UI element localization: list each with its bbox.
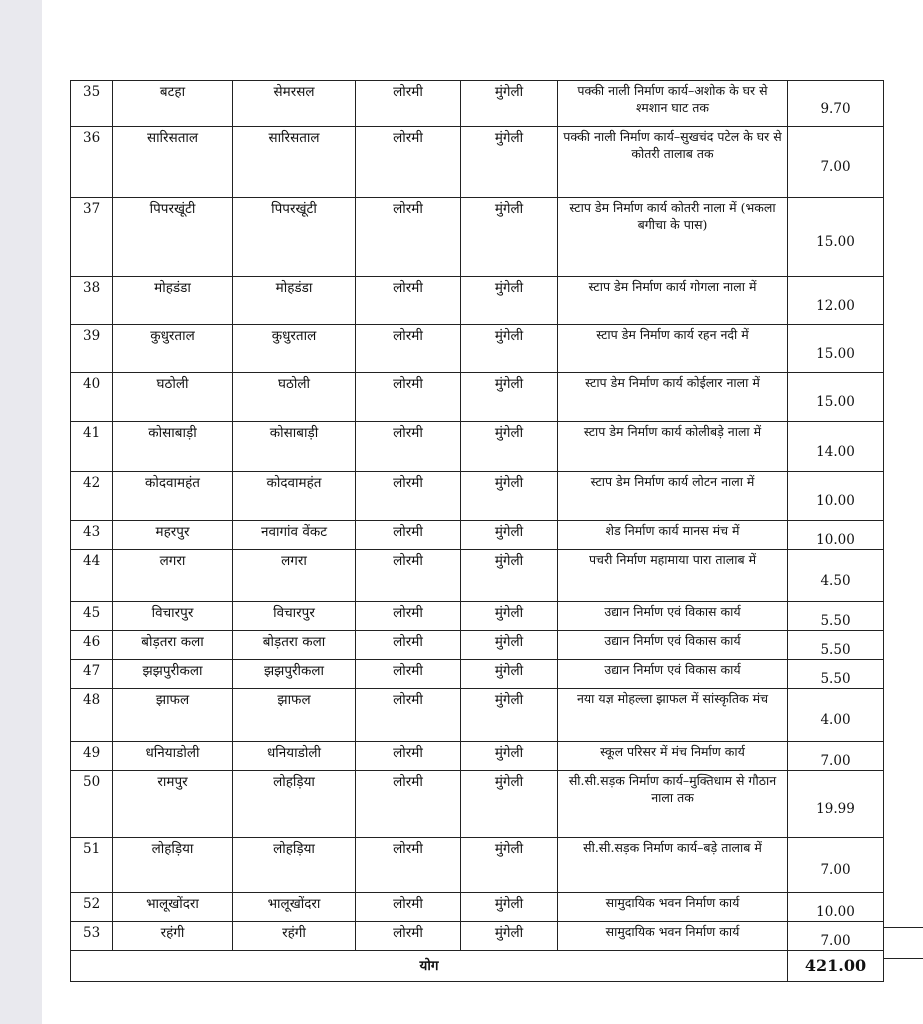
amount-cell: 15.00 — [788, 325, 884, 373]
amount-cell: 5.50 — [788, 602, 884, 631]
block-cell: लोरमी — [356, 81, 461, 127]
table-row — [71, 689, 884, 742]
village-cell: सारिसताल — [233, 127, 356, 198]
serial-number-cell: 46 — [71, 631, 113, 660]
block-cell: लोरमी — [356, 689, 461, 742]
serial-number-cell: 50 — [71, 771, 113, 838]
amount-cell: 10.00 — [788, 472, 884, 521]
district-cell: मुंगेली — [461, 127, 558, 198]
district-cell: मुंगेली — [461, 660, 558, 689]
table-row — [71, 742, 884, 771]
amount-cell: 15.00 — [788, 373, 884, 422]
amount-cell: 4.00 — [788, 689, 884, 742]
gram-panchayat-cell: बोड़तरा कला — [113, 631, 233, 660]
serial-number-cell: 49 — [71, 742, 113, 771]
amount-cell: 5.50 — [788, 660, 884, 689]
village-cell: लोहड़िया — [233, 771, 356, 838]
village-cell: भालूखोंदरा — [233, 893, 356, 922]
table-row — [71, 521, 884, 550]
table-row — [71, 893, 884, 922]
gram-panchayat-cell: सारिसताल — [113, 127, 233, 198]
block-cell: लोरमी — [356, 373, 461, 422]
village-cell: धनियाडोली — [233, 742, 356, 771]
gram-panchayat-cell: विचारपुर — [113, 602, 233, 631]
gram-panchayat-cell: पिपरखूंटी — [113, 198, 233, 277]
village-cell: रहंगी — [233, 922, 356, 951]
table-body — [71, 81, 884, 951]
amount-cell: 10.00 — [788, 893, 884, 922]
gram-panchayat-cell: महरपुर — [113, 521, 233, 550]
work-description-cell: सामुदायिक भवन निर्माण कार्य — [558, 893, 788, 922]
block-cell: लोरमी — [356, 550, 461, 602]
district-cell: मुंगेली — [461, 325, 558, 373]
village-cell: लोहड़िया — [233, 838, 356, 893]
block-cell: लोरमी — [356, 277, 461, 325]
village-cell: घठोली — [233, 373, 356, 422]
gram-panchayat-cell: कोदवामहंत — [113, 472, 233, 521]
block-cell: लोरमी — [356, 602, 461, 631]
amount-cell: 7.00 — [788, 742, 884, 771]
amount-cell: 7.00 — [788, 838, 884, 893]
table-row — [71, 838, 884, 893]
serial-number-cell: 42 — [71, 472, 113, 521]
block-cell: लोरमी — [356, 422, 461, 472]
work-description-cell: पक्की नाली निर्माण कार्य–अशोक के घर से श्मशान घाट तक — [558, 81, 788, 127]
village-cell: कोदवामहंत — [233, 472, 356, 521]
amount-cell: 5.50 — [788, 631, 884, 660]
village-cell: कोसाबाड़ी — [233, 422, 356, 472]
serial-number-cell: 37 — [71, 198, 113, 277]
works-table — [70, 80, 884, 982]
table-footer — [71, 951, 884, 982]
village-cell: विचारपुर — [233, 602, 356, 631]
gram-panchayat-cell: रहंगी — [113, 922, 233, 951]
gram-panchayat-cell: भालूखोंदरा — [113, 893, 233, 922]
serial-number-cell: 51 — [71, 838, 113, 893]
total-row — [71, 951, 884, 982]
table-row — [71, 325, 884, 373]
table-row — [71, 277, 884, 325]
village-cell: लगरा — [233, 550, 356, 602]
table-row — [71, 602, 884, 631]
gram-panchayat-cell: कुधुरताल — [113, 325, 233, 373]
village-cell: बोड़तरा कला — [233, 631, 356, 660]
work-description-cell: उद्यान निर्माण एवं विकास कार्य — [558, 660, 788, 689]
serial-number-cell: 39 — [71, 325, 113, 373]
work-description-cell: उद्यान निर्माण एवं विकास कार्य — [558, 631, 788, 660]
district-cell: मुंगेली — [461, 373, 558, 422]
work-description-cell: स्टाप डेम निर्माण कार्य रहन नदी में — [558, 325, 788, 373]
district-cell: मुंगेली — [461, 922, 558, 951]
village-cell: पिपरखूंटी — [233, 198, 356, 277]
amount-cell: 4.50 — [788, 550, 884, 602]
district-cell: मुंगेली — [461, 893, 558, 922]
village-cell: झझपुरीकला — [233, 660, 356, 689]
gram-panchayat-cell: बटहा — [113, 81, 233, 127]
district-cell: मुंगेली — [461, 81, 558, 127]
district-cell: मुंगेली — [461, 742, 558, 771]
block-cell: लोरमी — [356, 521, 461, 550]
work-description-cell: स्टाप डेम निर्माण कार्य गोगला नाला में — [558, 277, 788, 325]
table-row — [71, 922, 884, 951]
serial-number-cell: 47 — [71, 660, 113, 689]
work-description-cell: शेड निर्माण कार्य मानस मंच में — [558, 521, 788, 550]
block-cell: लोरमी — [356, 198, 461, 277]
serial-number-cell: 45 — [71, 602, 113, 631]
amount-cell: 9.70 — [788, 81, 884, 127]
serial-number-cell: 52 — [71, 893, 113, 922]
serial-number-cell: 40 — [71, 373, 113, 422]
work-description-cell: स्टाप डेम निर्माण कार्य कोईलार नाला में — [558, 373, 788, 422]
work-description-cell: स्कूल परिसर में मंच निर्माण कार्य — [558, 742, 788, 771]
block-cell: लोरमी — [356, 838, 461, 893]
village-cell: झाफल — [233, 689, 356, 742]
table-row — [71, 373, 884, 422]
gram-panchayat-cell: रामपुर — [113, 771, 233, 838]
block-cell: लोरमी — [356, 742, 461, 771]
block-cell: लोरमी — [356, 922, 461, 951]
work-description-cell: सी.सी.सड़क निर्माण कार्य–बड़े तालाब में — [558, 838, 788, 893]
district-cell: मुंगेली — [461, 198, 558, 277]
village-cell: सेमरसल — [233, 81, 356, 127]
work-description-cell: सामुदायिक भवन निर्माण कार्य — [558, 922, 788, 951]
amount-cell: 7.00 — [788, 127, 884, 198]
gram-panchayat-cell: झझपुरीकला — [113, 660, 233, 689]
district-cell: मुंगेली — [461, 602, 558, 631]
gram-panchayat-cell: धनियाडोली — [113, 742, 233, 771]
village-cell: नवागांव वेंकट — [233, 521, 356, 550]
table-extension-line — [883, 927, 923, 959]
district-cell: मुंगेली — [461, 422, 558, 472]
district-cell: मुंगेली — [461, 550, 558, 602]
block-cell: लोरमी — [356, 472, 461, 521]
work-description-cell: सी.सी.सड़क निर्माण कार्य–मुक्तिधाम से गौठान नाला तक — [558, 771, 788, 838]
serial-number-cell: 35 — [71, 81, 113, 127]
total-amount: 421.00 — [788, 951, 884, 982]
table-row — [71, 127, 884, 198]
work-description-cell: स्टाप डेम निर्माण कार्य कोतरी नाला में (भकला बगीचा के पास) — [558, 198, 788, 277]
serial-number-cell: 48 — [71, 689, 113, 742]
serial-number-cell: 36 — [71, 127, 113, 198]
block-cell: लोरमी — [356, 893, 461, 922]
gram-panchayat-cell: घठोली — [113, 373, 233, 422]
amount-cell: 19.99 — [788, 771, 884, 838]
work-description-cell: स्टाप डेम निर्माण कार्य लोटन नाला में — [558, 472, 788, 521]
district-cell: मुंगेली — [461, 521, 558, 550]
village-cell: कुधुरताल — [233, 325, 356, 373]
serial-number-cell: 44 — [71, 550, 113, 602]
gram-panchayat-cell: झाफल — [113, 689, 233, 742]
district-cell: मुंगेली — [461, 277, 558, 325]
work-description-cell: पचरी निर्माण महामाया पारा तालाब में — [558, 550, 788, 602]
block-cell: लोरमी — [356, 631, 461, 660]
table-row — [71, 660, 884, 689]
village-cell: मोहडंडा — [233, 277, 356, 325]
serial-number-cell: 41 — [71, 422, 113, 472]
amount-cell: 14.00 — [788, 422, 884, 472]
work-description-cell: पक्की नाली निर्माण कार्य–सुखचंद पटेल के घर से कोतरी तालाब तक — [558, 127, 788, 198]
gram-panchayat-cell: कोसाबाड़ी — [113, 422, 233, 472]
table-row — [71, 422, 884, 472]
table-row — [71, 771, 884, 838]
block-cell: लोरमी — [356, 127, 461, 198]
block-cell: लोरमी — [356, 660, 461, 689]
table-row — [71, 550, 884, 602]
table-row — [71, 631, 884, 660]
table-row — [71, 81, 884, 127]
gram-panchayat-cell: लोहड़िया — [113, 838, 233, 893]
block-cell: लोरमी — [356, 325, 461, 373]
block-cell: लोरमी — [356, 771, 461, 838]
work-description-cell: स्टाप डेम निर्माण कार्य कोलीबड़े नाला में — [558, 422, 788, 472]
serial-number-cell: 53 — [71, 922, 113, 951]
district-cell: मुंगेली — [461, 631, 558, 660]
amount-cell: 7.00 — [788, 922, 884, 951]
amount-cell: 15.00 — [788, 198, 884, 277]
amount-cell: 10.00 — [788, 521, 884, 550]
amount-cell: 12.00 — [788, 277, 884, 325]
district-cell: मुंगेली — [461, 771, 558, 838]
work-description-cell: नया यज्ञ मोहल्ला झाफल में सांस्कृतिक मंच — [558, 689, 788, 742]
district-cell: मुंगेली — [461, 838, 558, 893]
table-row — [71, 198, 884, 277]
gram-panchayat-cell: मोहडंडा — [113, 277, 233, 325]
work-description-cell: उद्यान निर्माण एवं विकास कार्य — [558, 602, 788, 631]
serial-number-cell: 43 — [71, 521, 113, 550]
table-row — [71, 472, 884, 521]
district-cell: मुंगेली — [461, 472, 558, 521]
district-cell: मुंगेली — [461, 689, 558, 742]
total-label: योग — [71, 951, 788, 982]
serial-number-cell: 38 — [71, 277, 113, 325]
gram-panchayat-cell: लगरा — [113, 550, 233, 602]
